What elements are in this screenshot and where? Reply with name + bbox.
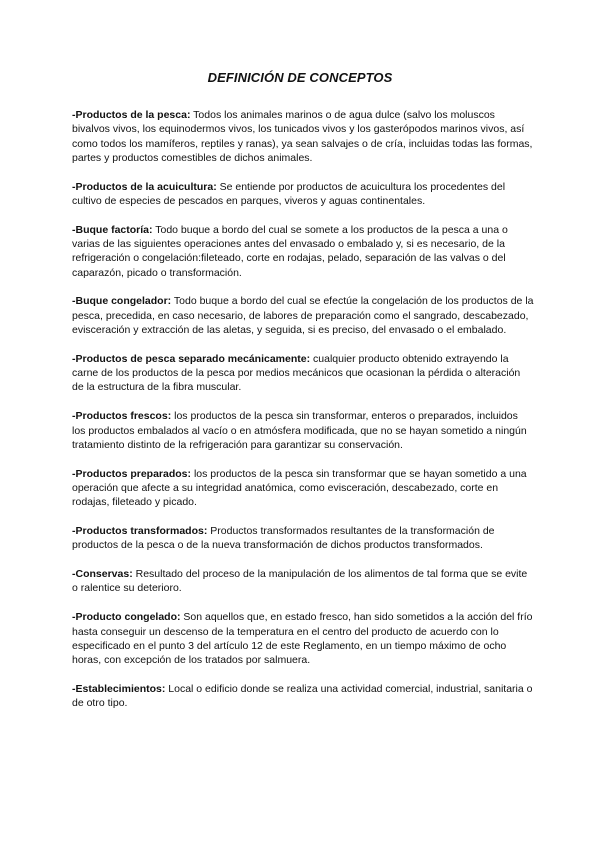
definition-entry (72, 294, 534, 337)
definition-term: -Productos preparados: (72, 467, 192, 480)
definition-entry (72, 409, 534, 452)
definition-term: -Productos de pesca separado mecánicamente: (72, 352, 311, 365)
definition-text: Son aquellos que, en estado fresco, han sido sometidos a la acción del frío hasta conseguir un descenso de la temperatura en el centro del producto de acuerdo con lo especificado en el punto 3 del artículo 12 de este Reglamento, en un tiempo máximo de ocho horas, con excepción de los tratados por salmuera. (72, 611, 533, 667)
definition-text: los productos de la pesca sin transformar, enteros o preparados, incluidos los productos embalados al vacío o en atmósfera modificada, que no se hayan sometido a ningún tratamiento distinto de la refrigeración para garantizar su conservación. (72, 410, 527, 451)
definition-term: -Establecimientos: (72, 682, 166, 695)
definition-entry (72, 223, 534, 280)
definition-text: Todos los animales marinos o de agua dulce (salvo los moluscos bivalvos vivos, los equinodermos vivos, los tunicados vivos y los gasterópodos marinos vivos, así como todos los mamíferos, reptiles y ranas), ya sean salvajes o de cría, incluidas todas las formas, partes y productos comestibles de dichos animales. (72, 109, 533, 164)
definition-entry (72, 567, 534, 596)
definition-entry (72, 180, 534, 209)
definition-term: -Productos transformados: (72, 525, 208, 538)
definition-term: -Productos de la pesca: (72, 109, 191, 121)
definition-text: Todo buque a bordo del cual se efectúe la congelación de los productos de la pesca, precedida, en caso necesario, de labores de preparación como el sangrado, descabezado, evisceración y extracción de las aletas, y seguida, si es preciso, del envasado o el embalado. (72, 295, 534, 337)
definition-entry (72, 352, 534, 395)
definition-entry (72, 524, 534, 553)
definition-term: -Conservas: (72, 568, 133, 581)
definition-text: cualquier producto obtenido extrayendo la carne de los productos de la pesca por medios mecánicos que ocasionan la pérdida o alteración de la estructura de la fibra muscular. (72, 352, 521, 394)
definition-text: Se entiende por productos de acuicultura los procedentes del cultivo de especies de pescados en parques, viveros y aguas continentales. (72, 180, 506, 207)
definition-text: Todo buque a bordo del cual se somete a los productos de la pesca a una o varias de las siguientes operaciones antes del envasado o embalado y, si es necesario, de la refrigeración o congelación:fileteado, corte en rodajas, pelado, separación de las valvas o del caparazón, picado o transformación. (72, 223, 508, 279)
definition-term: -Producto congelado: (72, 611, 181, 624)
definition-term: -Productos frescos: (72, 410, 172, 423)
page-title: DEFINICIÓN DE CONCEPTOS (207, 70, 393, 85)
definition-text: Resultado del proceso de la manipulación de los alimentos de tal forma que se evite o ralentice su deterioro. (72, 568, 528, 595)
definition-term: -Productos de la acuicultura: (72, 180, 217, 193)
definition-entry (72, 467, 534, 510)
definitions-list (72, 108, 534, 725)
definition-entry (72, 108, 534, 165)
definition-term: -Buque factoría: (72, 223, 153, 236)
definition-term: -Buque congelador: (72, 295, 172, 308)
definition-text: Local o edificio donde se realiza una actividad comercial, industrial, sanitaria o de otro tipo. (72, 682, 533, 710)
definition-entry (72, 610, 534, 667)
definition-entry (72, 682, 534, 711)
definition-text: Productos transformados resultantes de la transformación de productos de la pesca o de la nueva transformación de dichos productos transformados. (72, 525, 495, 552)
definition-text: los productos de la pesca sin transformar que se hayan sometido a una operación que afecte a su integridad anatómica, como evisceración, descabezado, corte en rodajas, fileteado y picado. (72, 467, 527, 509)
